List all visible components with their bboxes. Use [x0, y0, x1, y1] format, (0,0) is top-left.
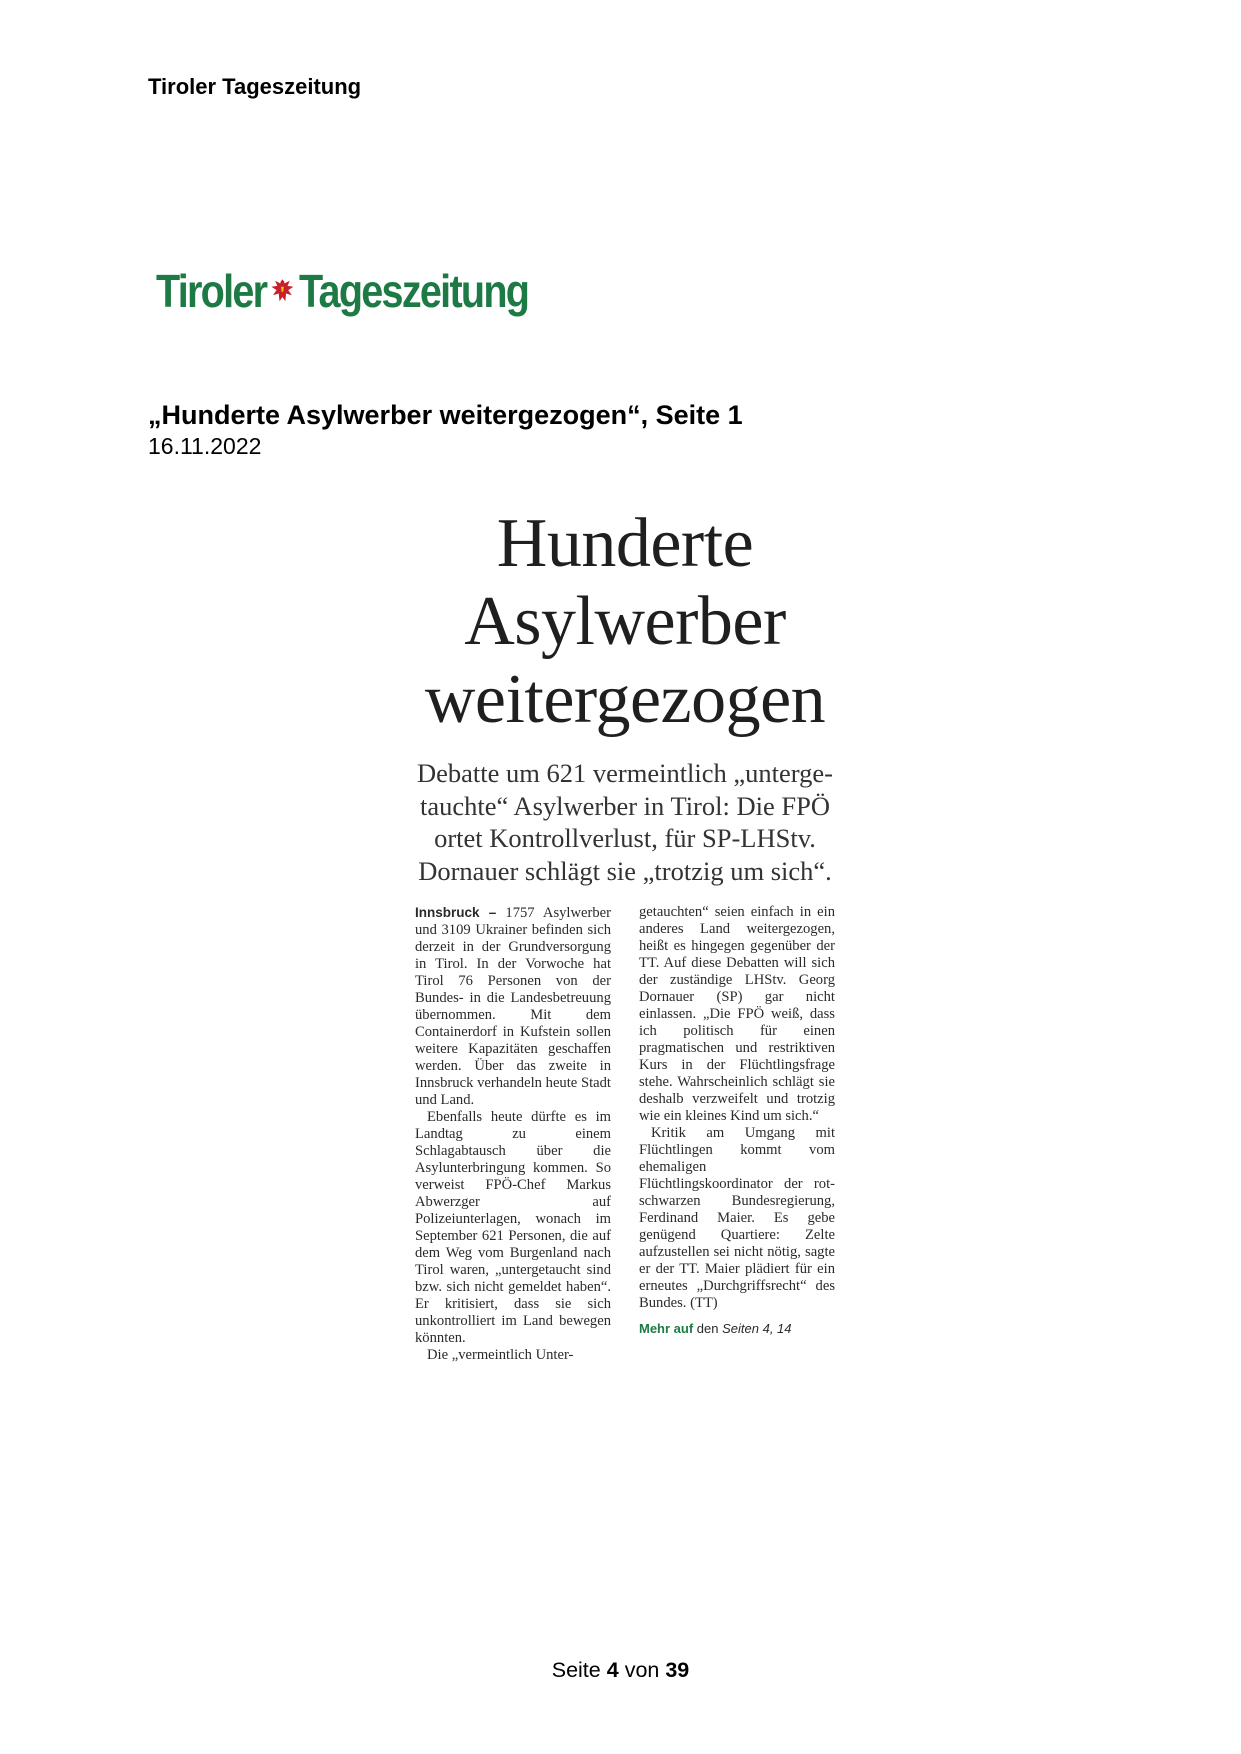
- deck-line: Debatte um 621 vermeintlich „unterge-: [416, 758, 833, 788]
- dateline: Innsbruck –: [415, 905, 497, 920]
- more-pages: Seiten 4, 14: [722, 1321, 792, 1336]
- deck-line: Dornauer schlägt sie „trotzig um sich“.: [418, 855, 832, 886]
- page-number: [0, 1658, 1241, 1683]
- article-deck: [405, 757, 845, 887]
- paragraph: Ebenfalls heute dürfte es im Landtag zu einem Schlagabtausch über die Asylunterbringung kommen. So verweist FPÖ-Chef Markus Abwerzger auf Polizeiunterlagen, wonach im September 621 Personen, die auf dem Weg vom Burgenland nach Tirol waren, „untergetaucht sind bzw. sich nicht gemeldet haben“. Er kritisiert, dass sie sich unkontrolliert im Land bewegen könnten.: [415, 1109, 611, 1346]
- page-total: 39: [665, 1658, 690, 1682]
- more-middle: den: [696, 1321, 719, 1336]
- paragraph-text: 1757 Asylwerber und 3109 Ukrainer befinden sich derzeit in der Grundversorgung in Tirol. In der Vorwoche hat Tirol 76 Personen von der Bundes- in die Landesbetreuung übernommen. Mit dem Containerdorf in Kufstein sollen weitere Kapazitäten geschaffen werden. Über das zweite in Innsbruck verhandeln heute Stadt und Land.: [415, 905, 611, 1108]
- more-lead: Mehr auf: [639, 1321, 694, 1336]
- newspaper-logo: [156, 262, 528, 320]
- page-middle: von: [624, 1658, 660, 1682]
- headline-line: Asylwerber: [464, 583, 786, 660]
- page-prefix: Seite: [551, 1658, 601, 1682]
- paragraph: Die „vermeintlich Unter-: [427, 1347, 574, 1363]
- logo-text-left: Tiroler: [156, 265, 267, 317]
- deck-line: ortet Kontrollverlust, für SP-LHStv.: [434, 823, 816, 853]
- document-title: „Hunderte Asylwerber weitergezogen“, Seite 1: [148, 400, 743, 430]
- document-date: 16.11.2022: [148, 433, 262, 459]
- article-column-right: [639, 904, 835, 1364]
- source-header: Tiroler Tageszeitung: [148, 74, 362, 99]
- article-clipping: [415, 505, 835, 1364]
- logo-text-right: Tageszeitung: [299, 265, 529, 317]
- paragraph: [415, 904, 611, 1109]
- paragraph: Kritik am Umgang mit Flüchtlingen kommt vom ehemaligen Flüchtlingskoordinator der rot-schwarzen Bundesregierung, Ferdinand Maier. Es gebe genügend Quartiere: Zelte aufzustellen sei nicht nötig, sagte er der TT. Maier plädiert für ein erneutes „Durchgriffsrecht“ des Bundes. (TT): [639, 1125, 835, 1311]
- headline-line: weitergezogen: [424, 661, 826, 738]
- headline-line: Hunderte: [496, 505, 754, 582]
- deck-line: tauchte“ Asylwerber in Tirol: Die FPÖ: [420, 790, 830, 821]
- article-headline: [415, 505, 835, 739]
- page-current: 4: [606, 1658, 619, 1682]
- article-body: [415, 904, 835, 1364]
- eagle-emblem-icon: [268, 274, 297, 308]
- more-pages-reference: [639, 1320, 835, 1337]
- article-column-left: [415, 904, 611, 1364]
- paragraph: getauchten“ seien einfach in ein anderes Land weitergezogen, heißt es hingegen gegenüber der TT. Auf diese Debatten will sich der zuständige LHStv. Georg Dornauer (SP) gar nicht einlassen. „Die FPÖ weiß, dass ich politisch für einen pragmatischen und restriktiven Kurs in der Flüchtlingsfrage stehe. Wahrscheinlich schlägt sie deshalb verzweifelt und trotzig wie ein kleines Kind um sich.“: [639, 904, 835, 1124]
